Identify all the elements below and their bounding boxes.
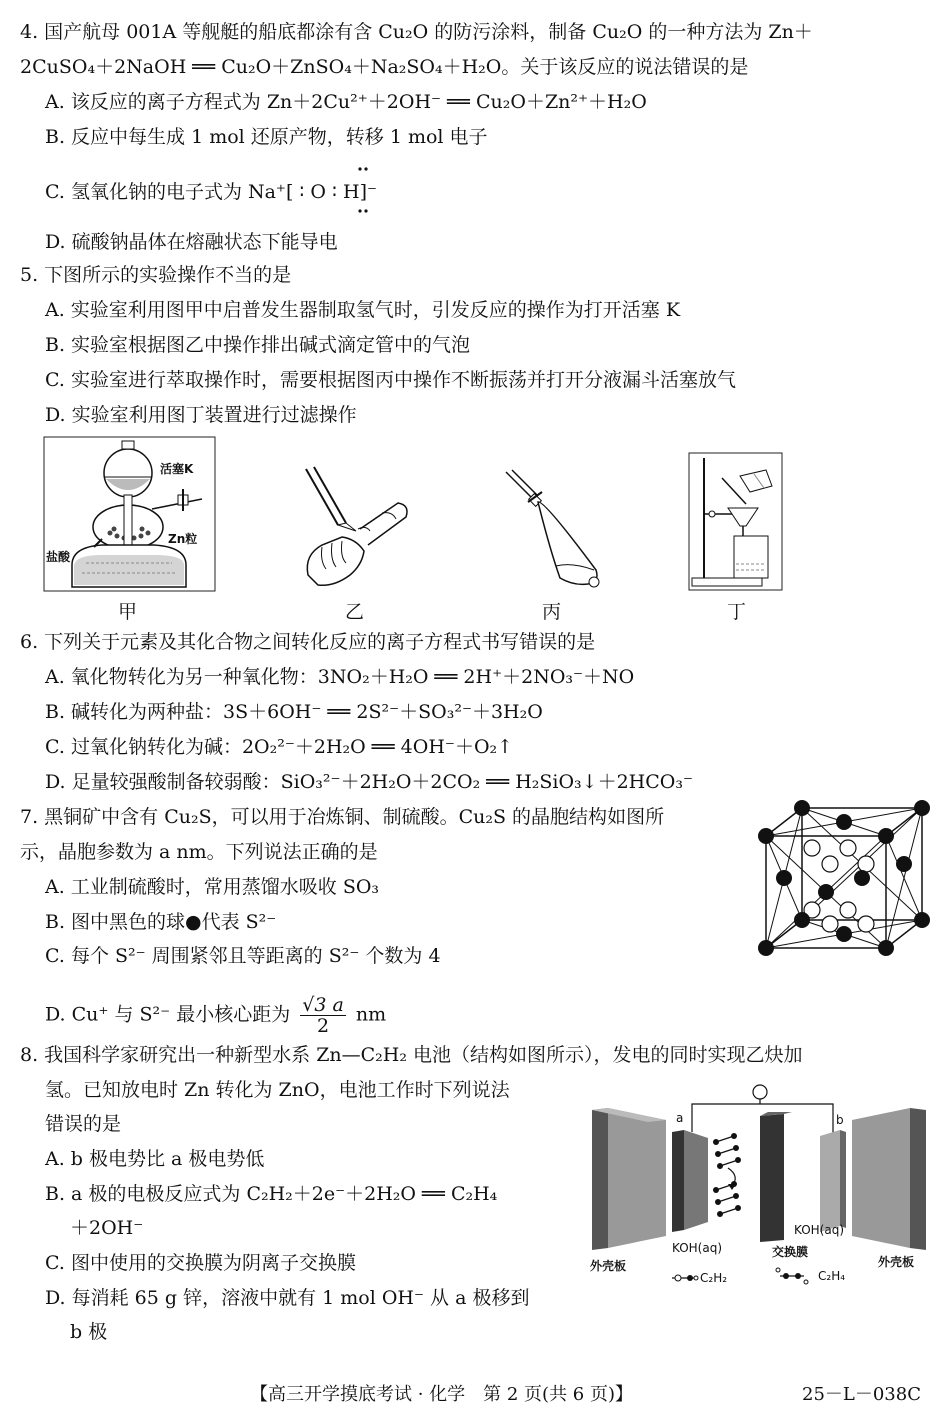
q7-option-d-text: D. Cu⁺ 与 S²⁻ 最小核心距为	[45, 1003, 291, 1026]
kipp-generator-figure	[42, 435, 217, 595]
label-zn: Zn粒	[168, 532, 198, 546]
q8-option-b-line2: ＋2OH⁻	[70, 1217, 144, 1239]
q7-option-b: B. 图中黑色的球●代表 S²⁻	[45, 911, 277, 933]
caption-jia: 甲	[118, 601, 138, 623]
q7-stem-line1: 7. 黑铜矿中含有 Cu₂S，可以用于冶炼铜、制硫酸。Cu₂S 的晶胞结构如图所	[20, 806, 665, 828]
q8-option-d-line2: b 极	[70, 1321, 108, 1343]
q4-option-d: D. 硫酸钠晶体在熔融状态下能导电	[45, 231, 338, 253]
bulb-icon	[753, 1085, 767, 1099]
q7-option-d	[45, 995, 386, 1036]
q4-stem-line2: 2CuSO₄＋2NaOH ══ Cu₂O＋ZnSO₄＋Na₂SO₄＋H₂O。关于该反应的说法错误的是	[20, 56, 749, 78]
q4-option-b: B. 反应中每生成 1 mol 还原产物，转移 1 mol 电子	[45, 126, 488, 148]
q8-option-a: A. b 极电势比 a 极电势低	[45, 1148, 265, 1170]
label-shell-right: 外壳板	[878, 1255, 915, 1269]
label-acid: 盐酸	[46, 550, 71, 564]
q4-option-c: C. 氢氧化钠的电子式为 Na⁺[ ∶ O ∶ H]⁻	[45, 181, 378, 203]
label-shell-left: 外壳板	[590, 1259, 627, 1273]
q7-option-c: C. 每个 S²⁻ 周围紧邻且等距离的 S²⁻ 个数为 4	[45, 945, 441, 967]
caption-bing: 丙	[542, 601, 562, 623]
q6-option-a: A. 氧化物转化为另一种氧化物：3NO₂＋H₂O ══ 2H⁺＋2NO₃⁻＋NO	[45, 666, 635, 688]
burette-figure	[298, 465, 418, 595]
caption-yi: 乙	[345, 601, 365, 623]
separatory-funnel-figure	[500, 470, 610, 590]
fraction-denominator: 2	[317, 1015, 330, 1037]
label-koh-right: KOH(aq)	[794, 1223, 845, 1237]
q5-option-d: D. 实验室利用图丁装置进行过滤操作	[45, 404, 357, 426]
q6-option-c: C. 过氧化钠转化为碱：2O₂²⁻＋2H₂O ══ 4OH⁻＋O₂↑	[45, 736, 514, 758]
q8-stem-line1: 8. 我国科学家研究出一种新型水系 Zn—C₂H₂ 电池（结构如图所示），发电的同时实现乙炔加	[20, 1044, 803, 1066]
q4-option-a: A. 该反应的离子方程式为 Zn＋2Cu²⁺＋2OH⁻ ══ Cu₂O＋Zn²⁺＋H₂O	[45, 91, 647, 113]
label-electrode-b: b	[836, 1113, 844, 1127]
fraction-numerator: √3 a	[302, 994, 344, 1016]
unit-cell-figure	[750, 800, 940, 970]
label-membrane: 交换膜	[772, 1245, 809, 1259]
q5-option-a: A. 实验室利用图甲中启普发生器制取氢气时，引发反应的操作为打开活塞 K	[45, 299, 681, 321]
q8-stem-line3: 错误的是	[45, 1113, 122, 1135]
q7-option-d-unit: nm	[355, 1003, 387, 1026]
paper-code: 25－L－038C	[802, 1384, 921, 1405]
legend-c2h2	[672, 1271, 727, 1285]
q5-stem: 5. 下图所示的实验操作不当的是	[20, 264, 292, 286]
q6-option-d: D. 足量较强酸制备较弱酸：SiO₃²⁻＋2H₂O＋2CO₂ ══ H₂SiO₃↓＋2HCO₃⁻	[45, 771, 694, 793]
label-koh-left: KOH(aq)	[672, 1241, 723, 1255]
legend-c2h4	[776, 1268, 845, 1284]
q7-option-a: A. 工业制硫酸时，常用蒸馏水吸收 SO₃	[45, 876, 380, 898]
svg-text:C₂H₄: C₂H₄	[818, 1269, 846, 1283]
caption-ding: 丁	[727, 601, 747, 623]
q7-stem-line2: 示，晶胞参数为 a nm。下列说法正确的是	[20, 841, 378, 863]
label-valve-k: 活塞K	[160, 462, 194, 476]
q5-option-c: C. 实验室进行萃取操作时，需要根据图丙中操作不断振荡并打开分液漏斗活塞放气	[45, 369, 736, 391]
label-electrode-a: a	[676, 1111, 684, 1125]
page-footer: 【高三开学摸底考试 · 化学 第 2 页(共 6 页)】	[250, 1384, 633, 1405]
fraction	[300, 995, 346, 1036]
q8-option-d-line1: D. 每消耗 65 g 锌，溶液中就有 1 mol OH⁻ 从 a 极移到	[45, 1287, 530, 1309]
q5-option-b: B. 实验室根据图乙中操作排出碱式滴定管中的气泡	[45, 334, 471, 356]
filtration-figure	[688, 452, 783, 592]
q8-stem-line2: 氢。已知放电时 Zn 转化为 ZnO，电池工作时下列说法	[45, 1079, 510, 1101]
q8-option-c: C. 图中使用的交换膜为阴离子交换膜	[45, 1252, 356, 1274]
svg-text:C₂H₂: C₂H₂	[700, 1271, 728, 1285]
battery-figure	[588, 1080, 933, 1290]
electron-dots-icon	[355, 165, 375, 215]
q6-stem: 6. 下列关于元素及其化合物之间转化反应的离子方程式书写错误的是	[20, 631, 596, 653]
q6-option-b: B. 碱转化为两种盐：3S＋6OH⁻ ══ 2S²⁻＋SO₃²⁻＋3H₂O	[45, 701, 543, 723]
q8-option-b-line1: B. a 极的电极反应式为 C₂H₂＋2e⁻＋2H₂O ══ C₂H₄	[45, 1183, 498, 1205]
q4-stem-line1: 4. 国产航母 001A 等舰艇的船底都涂有含 Cu₂O 的防污涂料，制备 Cu₂O 的一种方法为 Zn＋	[20, 21, 813, 43]
